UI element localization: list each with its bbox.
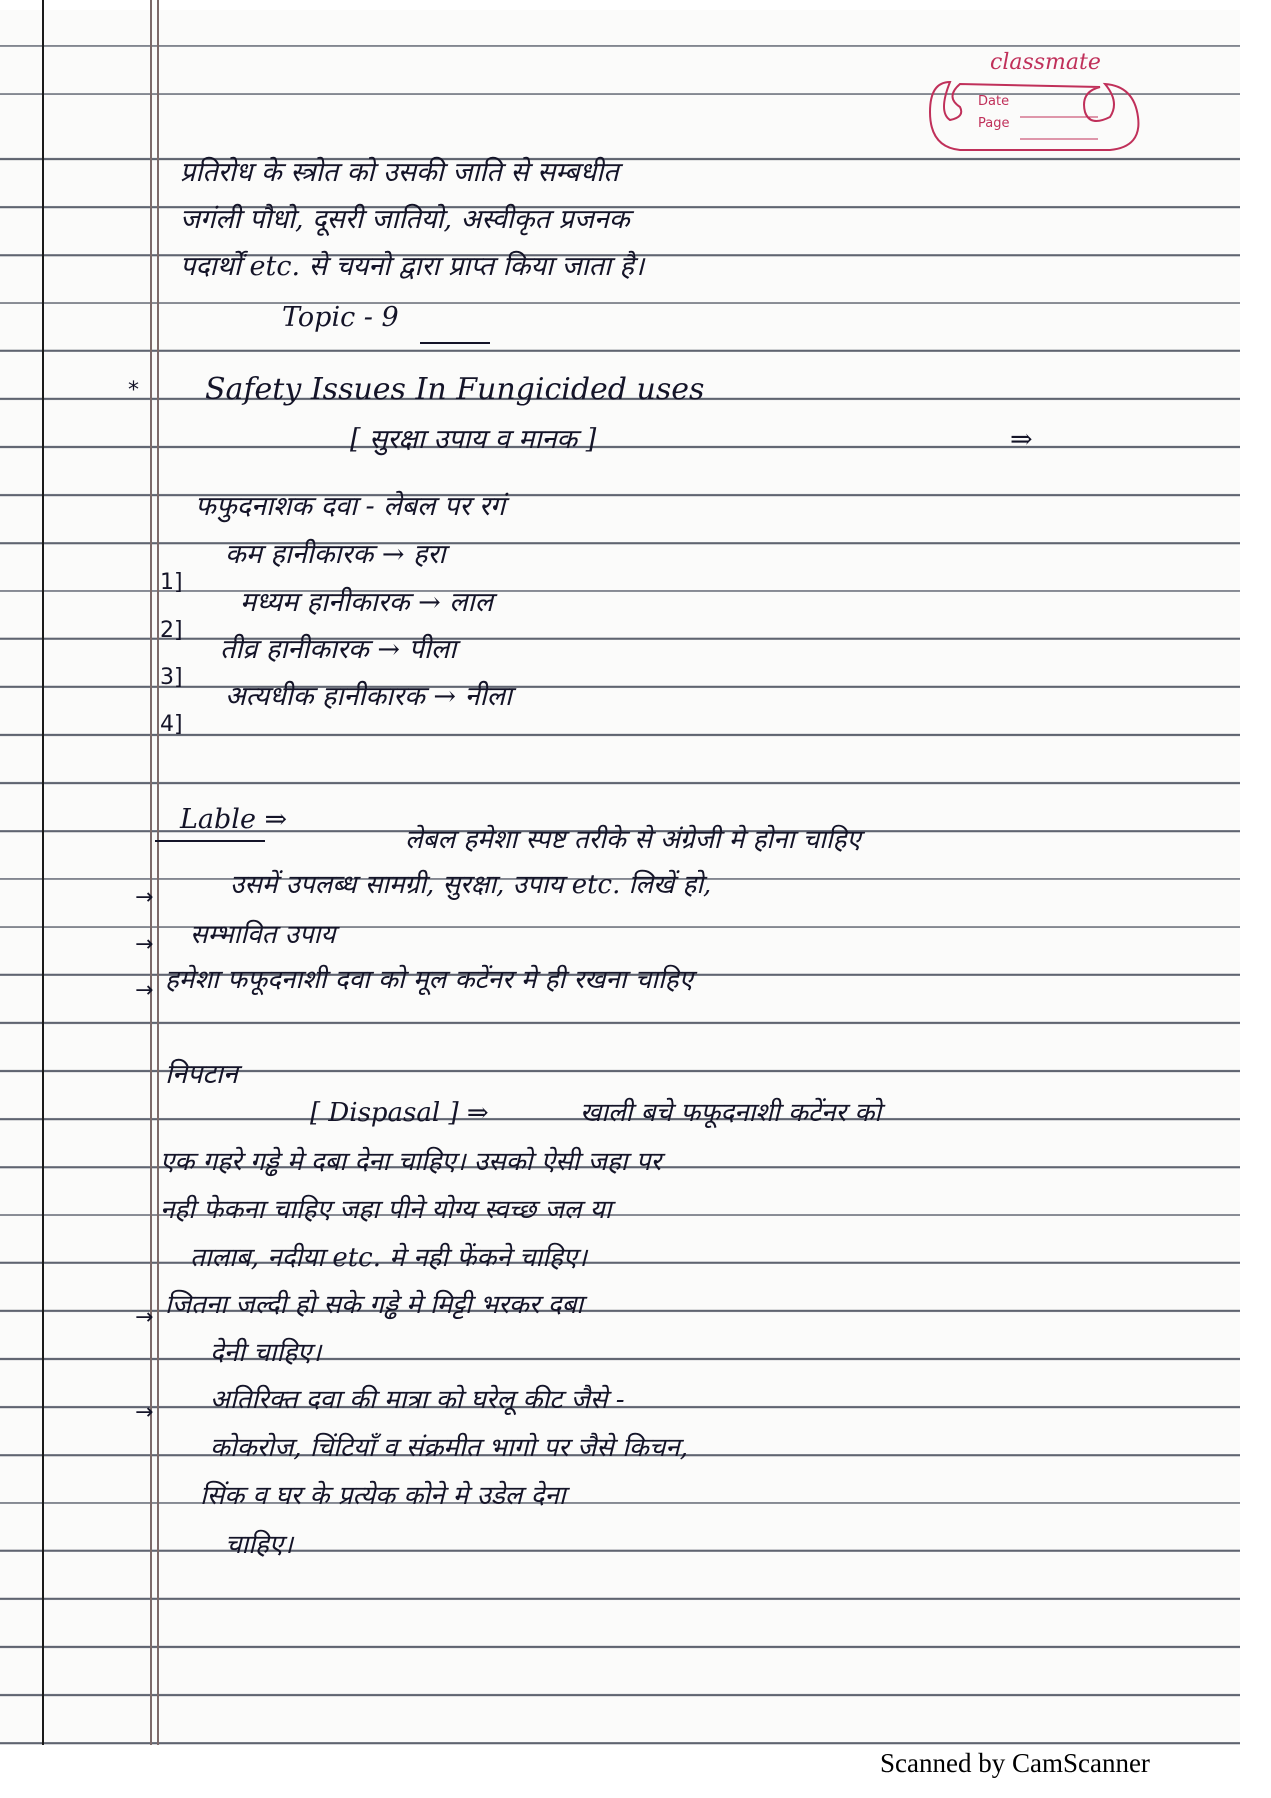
star-bullet-icon: * (128, 378, 139, 403)
disposal-line-7: अतिरिक्त दवा की मात्रा को घरेलू कीट जैसे - (210, 1385, 625, 1415)
para1-line3: पदार्थों etc. से चयनो द्वारा प्राप्त किया जाता है। (180, 251, 645, 282)
page-edge-left (42, 0, 44, 1745)
disposal-line-6: देनी चाहिए। (210, 1338, 322, 1368)
disposal-line-2: एक गहरे गड्ढे मे दबा देना चाहिए। उसको ऐसी जहा पर (160, 1147, 662, 1177)
table-row-3: तीव्र हानीकारक → पीला (220, 634, 457, 665)
disposal-english: [ Dispasal ] ⇒ (310, 1098, 489, 1128)
disposal-line-1: खाली बचे फफूदनाशी कटेंनर को (580, 1098, 882, 1128)
disposal-title: निपटान (165, 1059, 238, 1090)
arrow-bullet-icon: → (135, 1305, 154, 1330)
date-label: Date (978, 94, 1010, 109)
disposal-line-8: कोकरोज, चिंटियाँ व संक्रमीत भागो पर जैसे किचन, (210, 1433, 689, 1463)
subheading-arrow: ⇒ (1010, 424, 1033, 455)
disposal-line-3: नही फेकना चाहिए जहा पीने योग्य स्वच्छ जल या (160, 1195, 612, 1225)
margin-line-left (150, 0, 152, 1745)
section-heading: Safety Issues In Fungicided uses (205, 372, 705, 407)
arrow-bullet-icon: → (135, 978, 154, 1003)
arrow-bullet-icon: → (135, 1400, 154, 1425)
number-2: 2] (160, 618, 183, 643)
lable-underline (155, 840, 265, 842)
number-4: 4] (160, 712, 183, 737)
brand-scroll-icon (920, 72, 1150, 162)
number-3: 3] (160, 665, 183, 690)
scanner-watermark: Scanned by CamScanner (880, 1748, 1150, 1778)
number-1: 1] (160, 570, 183, 595)
disposal-line-9: सिंक व घर के प्रत्येक कोने मे उडेल देना (200, 1481, 566, 1511)
para1-line2: जगंली पौधो, दूसरी जातियो, अस्वीकृत प्रजनक (180, 204, 630, 235)
page-top-edge (0, 0, 1240, 10)
disposal-line-4: तालाब, नदीया etc. मे नही फेंकने चाहिए। (190, 1243, 588, 1273)
lable-title: Lable ⇒ (180, 804, 288, 835)
classmate-logo (920, 50, 1160, 160)
lable-bullet-1: उसमें उपलब्ध सामग्री, सुरक्षा, उपाय etc. लिखें हो, (230, 870, 712, 900)
page-label: Page (978, 116, 1010, 131)
lable-bullet-2: सम्भावित उपाय (190, 920, 336, 950)
disposal-line-10: चाहिए। (225, 1530, 294, 1560)
section-subheading: [ सुरक्षा उपाय व मानक ] (350, 424, 597, 455)
topic-title: Topic - 9 (282, 302, 399, 333)
lable-bullet-3: हमेशा फफूदनाशी दवा को मूल कटेंनर मे ही रखना चाहिए (165, 965, 693, 995)
table-row-4: अत्यधीक हानीकारक → नीला (225, 681, 512, 712)
margin-line-right (157, 0, 159, 1745)
arrow-bullet-icon: → (135, 885, 154, 910)
lable-text: लेबल हमेशा स्पष्ट तरीके से अंग्रेजी मे होना चाहिए (405, 825, 861, 855)
table-row-1: कम हानीकारक → हरा (225, 539, 446, 570)
topic-underline (420, 342, 490, 344)
arrow-bullet-icon: → (135, 932, 154, 957)
brand-name: classmate (990, 50, 1101, 75)
table-header: फफुदनाशक दवा - लेबल पर रगं (195, 491, 506, 522)
table-row-2: मध्यम हानीकारक → लाल (240, 587, 493, 618)
para1-line1: प्रतिरोध के स्त्रोत को उसकी जाति से सम्बधीत (180, 157, 619, 188)
disposal-line-5: जितना जल्दी हो सके गड्ढे मे मिट्टी भरकर दबा (165, 1290, 584, 1320)
